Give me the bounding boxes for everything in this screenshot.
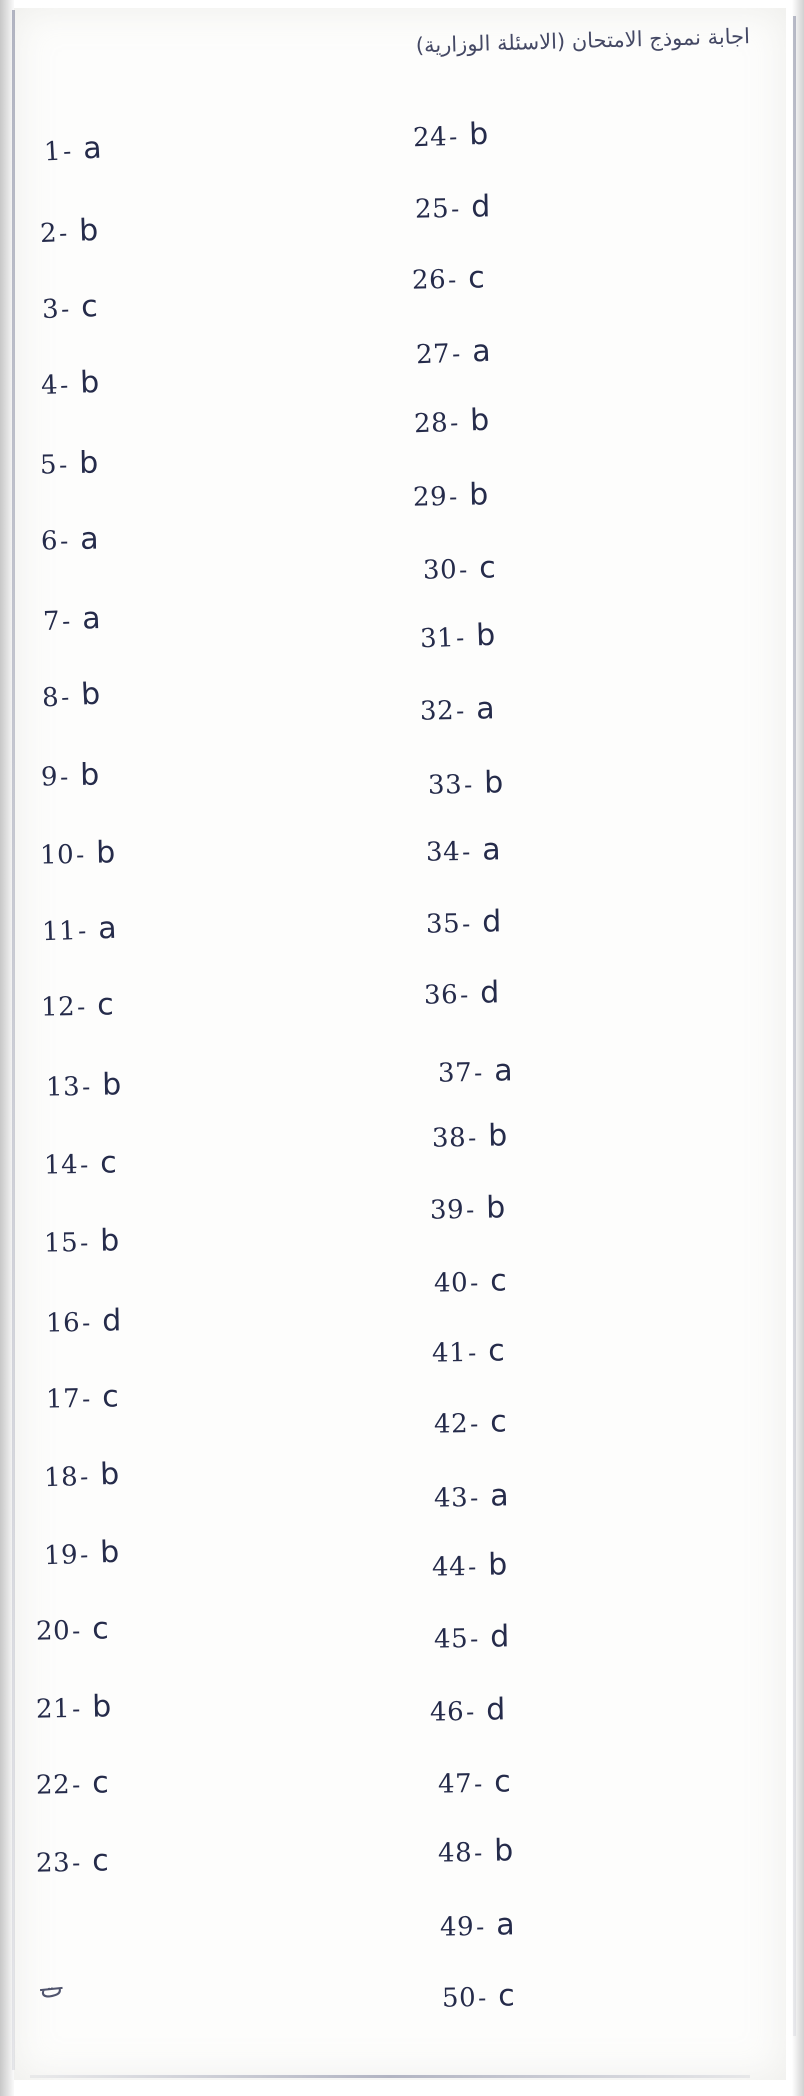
answer-entry	[39, 213, 98, 250]
answer-number: 9	[40, 762, 59, 793]
answer-number: 2	[39, 218, 58, 250]
answer-separator: -	[79, 1228, 89, 1258]
answer-separator: -	[77, 916, 87, 946]
answer-number: 22	[35, 1770, 71, 1801]
answer-letter: a	[82, 130, 103, 167]
answer-letter: a	[79, 521, 99, 557]
answer-letter: b	[487, 1118, 508, 1154]
answer-entry	[440, 1907, 515, 1943]
answer-number: 46	[429, 1697, 465, 1728]
answer-number: 39	[429, 1194, 465, 1226]
answer-number: 1	[43, 136, 62, 168]
answer-separator: -	[455, 696, 465, 726]
answer-separator: -	[461, 909, 471, 938]
answer-number: 21	[35, 1694, 71, 1725]
answer-separator: -	[467, 1552, 477, 1582]
answer-letter: c	[91, 1765, 110, 1801]
answer-separator: -	[79, 1150, 89, 1180]
answer-letter: b	[91, 1689, 112, 1725]
answer-separator: -	[79, 1540, 89, 1570]
answer-letter: b	[79, 364, 100, 401]
answer-letter: b	[79, 757, 100, 793]
answer-number: 27	[415, 338, 451, 370]
answer-entry	[415, 189, 491, 225]
answer-number: 19	[43, 1540, 79, 1572]
answer-entry	[434, 1404, 507, 1440]
answer-separator: -	[473, 1058, 483, 1087]
answer-letter: d	[485, 1692, 506, 1728]
answer-number: 12	[40, 992, 76, 1023]
answer-number: 42	[433, 1409, 469, 1440]
crossed-out-mark: ت	[38, 1973, 64, 2005]
paper-edge-bottom	[30, 2075, 750, 2078]
answer-number: 10	[39, 840, 75, 871]
answer-number: 17	[45, 1384, 81, 1415]
answer-entry	[432, 1547, 508, 1583]
answer-number: 38	[431, 1123, 467, 1154]
answer-entry	[43, 1535, 119, 1573]
answer-letter: b	[468, 476, 489, 513]
answer-number: 36	[423, 980, 459, 1011]
answer-entry	[36, 1689, 112, 1725]
answer-number: 43	[433, 1482, 469, 1514]
answer-letter: b	[78, 445, 99, 481]
answer-letter: a	[471, 333, 492, 369]
answer-letter: c	[467, 260, 486, 296]
answer-separator: -	[461, 837, 471, 867]
answer-number: 50	[441, 1983, 477, 2014]
answer-separator: -	[458, 555, 468, 585]
answer-separator: -	[451, 339, 461, 368]
answer-separator: -	[477, 1983, 487, 2013]
answer-separator: -	[81, 1308, 91, 1338]
answer-entry	[415, 333, 491, 371]
answer-letter: b	[80, 676, 102, 713]
answer-number: 23	[35, 1848, 71, 1879]
answer-letter: d	[489, 1618, 510, 1655]
answer-entry	[426, 832, 501, 868]
answer-entry	[430, 1692, 506, 1728]
answer-number: 28	[413, 408, 449, 440]
document-heading: اجابة نموذج الامتحان (الاسئلة الوزارية)	[415, 24, 751, 58]
answer-entry	[40, 445, 99, 481]
answer-entry	[40, 365, 99, 402]
answer-letter: c	[493, 1763, 512, 1800]
answer-separator: -	[61, 607, 71, 636]
answer-letter: b	[99, 1534, 120, 1571]
answer-letter: c	[497, 1978, 516, 2014]
answer-entry	[424, 975, 500, 1011]
answer-separator: -	[473, 1838, 483, 1868]
answer-number: 8	[41, 682, 60, 714]
answer-separator: -	[455, 623, 465, 652]
answer-entry	[46, 1303, 122, 1339]
answer-entry	[42, 601, 101, 638]
answer-separator: -	[59, 763, 69, 792]
answer-letter: d	[479, 975, 500, 1011]
paper-edge-left	[12, 10, 15, 2070]
answer-entry	[36, 1843, 109, 1879]
answer-number: 44	[431, 1552, 467, 1583]
answer-letter: a	[481, 832, 501, 868]
answer-entry	[44, 1223, 120, 1259]
answer-entry	[41, 757, 100, 793]
answer-entry	[44, 1145, 117, 1181]
answer-entry	[432, 1118, 508, 1154]
answer-letter: b	[99, 1223, 120, 1259]
answer-number: 49	[439, 1911, 475, 1943]
answer-letter: a	[495, 1906, 515, 1943]
answer-letter: b	[475, 617, 496, 653]
answer-letter: c	[96, 987, 115, 1023]
answer-number: 7	[42, 606, 61, 637]
answer-letter: c	[91, 1843, 110, 1879]
answer-number: 30	[422, 555, 458, 586]
answer-entry	[423, 550, 496, 586]
answer-letter: a	[489, 1477, 509, 1514]
answer-entry	[46, 1067, 122, 1103]
answer-number: 5	[39, 450, 58, 481]
answer-separator: -	[449, 408, 459, 438]
answer-entry	[41, 677, 101, 715]
answer-separator: -	[71, 1848, 81, 1878]
answer-entry	[40, 835, 116, 871]
answer-letter: c	[80, 289, 99, 325]
answer-letter: b	[95, 835, 116, 871]
answer-separator: -	[469, 1624, 479, 1653]
answer-letter: a	[97, 910, 118, 947]
answer-number: 34	[425, 837, 461, 868]
answer-number: 20	[35, 1616, 71, 1647]
answer-letter: b	[493, 1833, 514, 1869]
answer-number: 16	[45, 1308, 81, 1339]
answer-entry	[434, 1263, 507, 1299]
answer-letter: b	[468, 116, 489, 153]
answer-letter: d	[470, 188, 491, 225]
answer-number: 3	[41, 294, 60, 325]
answer-separator: -	[467, 1123, 477, 1153]
answer-entry	[41, 987, 114, 1023]
answer-separator: -	[81, 1072, 91, 1102]
answer-letter: c	[489, 1404, 508, 1440]
answer-entry	[43, 131, 102, 169]
answer-entry	[434, 1619, 510, 1655]
answer-letter: d	[481, 903, 502, 940]
answer-separator: -	[58, 219, 68, 248]
answer-entry	[413, 477, 489, 513]
answer-separator: -	[469, 1409, 479, 1439]
answer-entry	[43, 1457, 119, 1495]
answer-letter: a	[493, 1052, 513, 1089]
answer-entry	[36, 1611, 109, 1647]
answer-number: 29	[412, 481, 448, 513]
answer-number: 25	[414, 193, 450, 225]
answer-separator: -	[475, 1912, 485, 1941]
answer-letter: b	[487, 1547, 508, 1583]
answer-number: 41	[431, 1337, 467, 1369]
answer-letter: a	[475, 691, 495, 727]
answer-entry	[41, 522, 99, 558]
answer-entry	[438, 1833, 514, 1869]
answer-separator: -	[59, 527, 69, 556]
answer-number: 14	[43, 1150, 79, 1181]
answer-letter: c	[91, 1611, 110, 1647]
answer-letter: c	[478, 550, 497, 586]
answer-separator: -	[459, 980, 469, 1010]
answer-separator: -	[60, 295, 70, 324]
answer-letter: c	[101, 1379, 120, 1415]
paper-edge-right	[793, 16, 796, 2036]
answer-entry	[46, 1379, 119, 1415]
answer-separator: -	[71, 1770, 81, 1800]
answer-entry	[412, 117, 488, 155]
answer-entry	[36, 1765, 109, 1801]
answer-entry	[428, 765, 504, 801]
answer-separator: -	[71, 1616, 81, 1646]
answer-number: 26	[411, 265, 447, 296]
answer-letter: b	[99, 1456, 120, 1493]
answer-entry	[432, 1333, 505, 1369]
answer-entry	[442, 1978, 515, 2014]
answer-separator: -	[81, 1384, 91, 1414]
answer-letter: b	[485, 1189, 506, 1226]
answer-number: 4	[40, 370, 59, 402]
answer-letter: c	[99, 1145, 118, 1181]
answer-entry	[438, 1764, 511, 1800]
answer-number: 13	[45, 1072, 81, 1103]
answer-separator: -	[467, 1338, 477, 1367]
answer-separator: -	[463, 770, 473, 799]
answer-number: 35	[425, 908, 461, 940]
answer-separator: -	[79, 1462, 89, 1492]
answer-number: 11	[41, 916, 77, 948]
answer-number: 18	[43, 1462, 79, 1494]
answer-letter: b	[469, 402, 490, 439]
answer-entry	[419, 617, 495, 655]
answer-letter: b	[483, 764, 504, 801]
answer-entry	[426, 904, 502, 940]
answer-separator: -	[469, 1483, 479, 1512]
answer-entry	[41, 289, 98, 326]
answer-entry	[413, 403, 489, 441]
answer-entry	[430, 1190, 506, 1226]
answer-separator: -	[448, 122, 458, 152]
answer-separator: -	[71, 1694, 81, 1724]
answer-number: 33	[427, 769, 463, 801]
answer-number: 15	[43, 1228, 79, 1259]
answer-number: 37	[437, 1057, 473, 1089]
answer-separator: -	[469, 1268, 479, 1298]
answer-entry	[438, 1053, 513, 1089]
answer-number: 24	[412, 122, 448, 154]
answer-number: 32	[419, 696, 455, 727]
answer-letter: d	[101, 1303, 122, 1339]
answer-letter: a	[81, 601, 102, 637]
answer-entry	[420, 691, 495, 727]
answer-number: 31	[419, 622, 455, 654]
answer-separator: -	[465, 1697, 475, 1727]
answer-separator: -	[60, 683, 70, 712]
answer-entry	[434, 1478, 509, 1514]
answer-separator: -	[450, 194, 460, 223]
answer-letter: b	[101, 1067, 122, 1103]
answer-separator: -	[59, 371, 69, 400]
answer-entry	[412, 260, 485, 296]
answer-separator: -	[448, 482, 458, 511]
answer-separator: -	[58, 451, 68, 480]
answer-number: 48	[437, 1838, 473, 1869]
answer-separator: -	[473, 1769, 483, 1798]
answer-number: 47	[437, 1768, 473, 1800]
answer-number: 40	[433, 1268, 469, 1299]
paper-sheet	[14, 8, 786, 2080]
answer-letter: c	[487, 1332, 506, 1369]
answer-separator: -	[62, 137, 72, 166]
answer-separator: -	[447, 265, 457, 295]
answer-number: 45	[433, 1623, 469, 1655]
answer-letter: b	[78, 212, 99, 249]
answer-letter: c	[489, 1263, 508, 1299]
answer-entry	[41, 911, 117, 949]
answer-separator: -	[76, 992, 86, 1022]
answer-separator: -	[75, 840, 85, 870]
answer-separator: -	[465, 1195, 475, 1224]
answer-number: 6	[40, 526, 59, 557]
